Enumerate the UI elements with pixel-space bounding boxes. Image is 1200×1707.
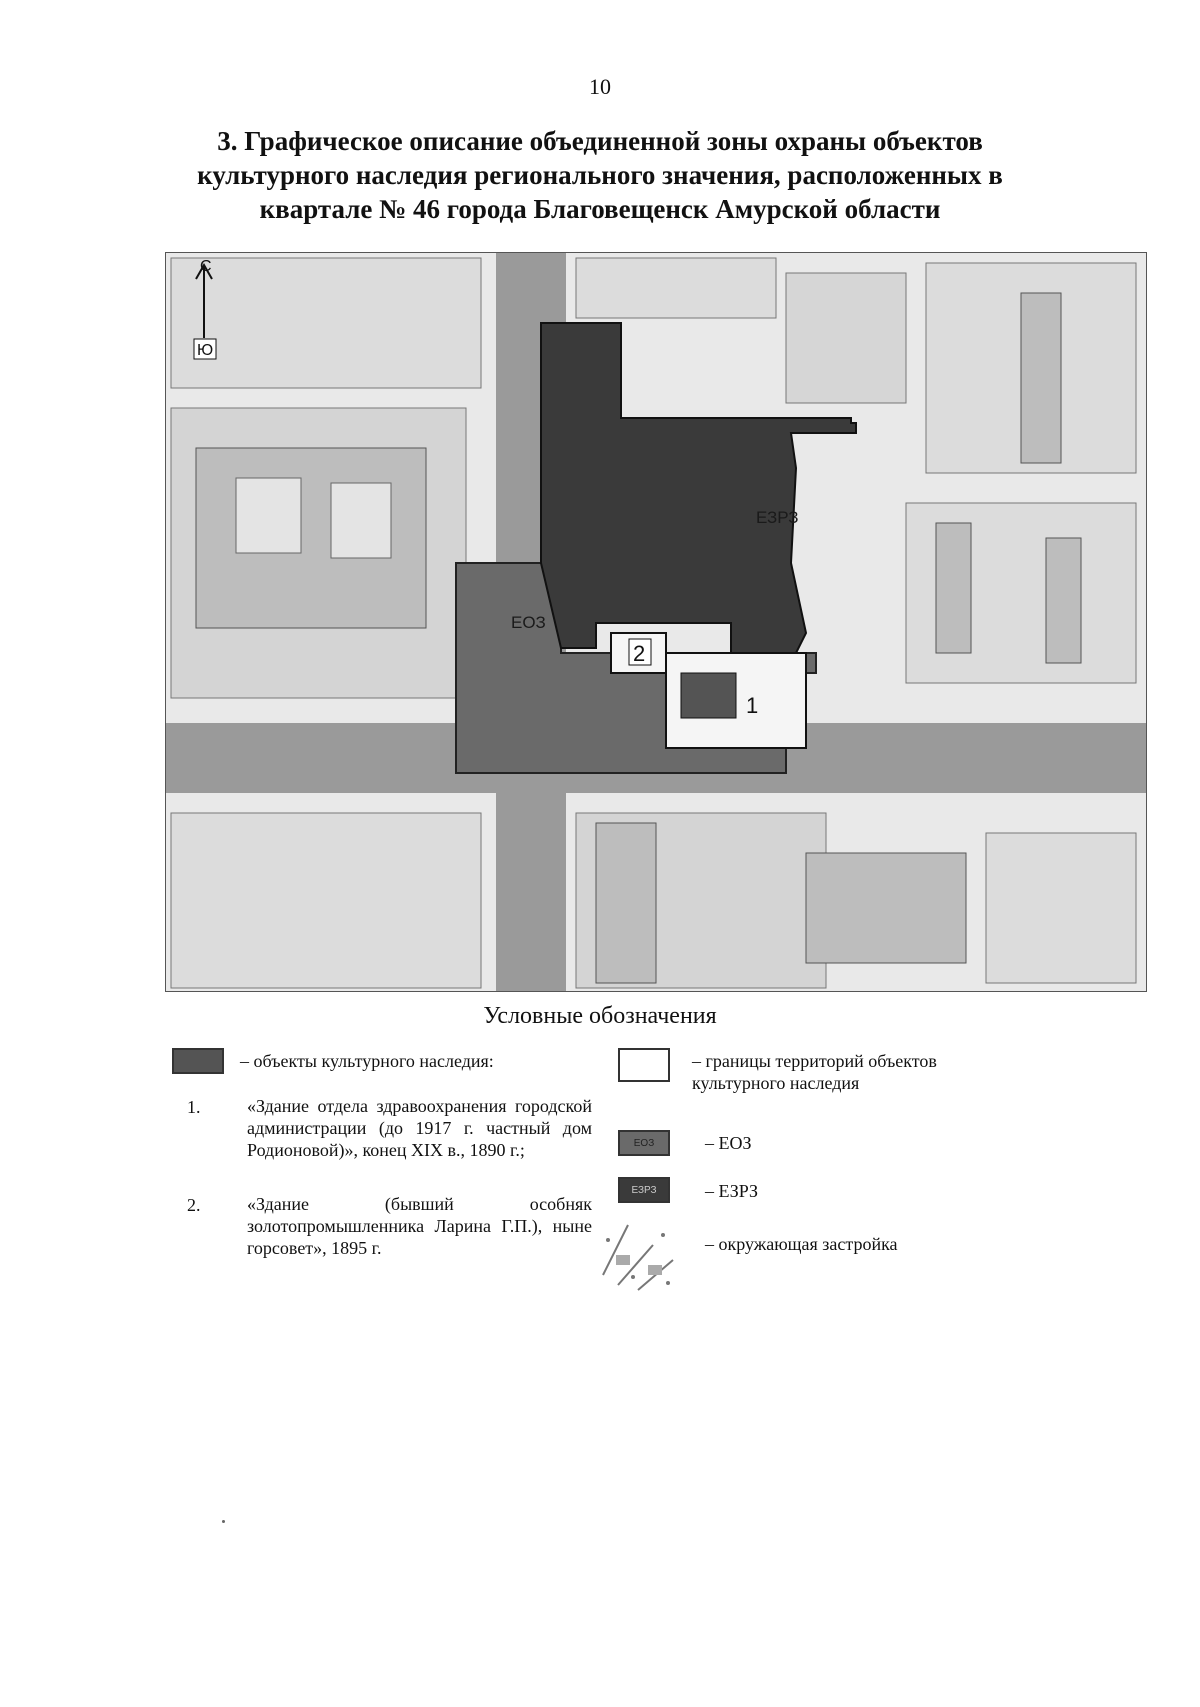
block-south-east <box>986 833 1136 983</box>
legend-item-1-number: 1. <box>187 1097 201 1117</box>
scan-dot <box>222 1520 225 1523</box>
object-2-label: 2 <box>633 641 646 666</box>
legend-heritage-text: – объекты культурного наследия: <box>240 1051 494 1071</box>
map-graphic <box>166 253 1146 991</box>
north-label: С <box>200 258 212 275</box>
park-block <box>171 258 481 388</box>
eoz-map-label: ЕОЗ <box>511 613 546 632</box>
south-label: Ю <box>197 342 214 359</box>
heritage-building-1 <box>681 673 736 718</box>
zone-map <box>165 252 1147 992</box>
legend-item-1-text: «Здание отдела здравоохранения городской администрации (до 1917 г. частный дом Родионовой)», конец XIX в., 1890 г.; <box>247 1096 592 1160</box>
legend-title: Условные обозначения <box>483 1003 717 1029</box>
courtyard-1 <box>236 478 301 553</box>
ezrz-map-label: ЕЗРЗ <box>756 508 799 527</box>
block-south-west <box>171 813 481 988</box>
heritage-swatch <box>172 1048 224 1074</box>
ezrz-swatch: ЕЗРЗ <box>618 1177 670 1203</box>
boundary-swatch <box>618 1048 670 1082</box>
building-east-3 <box>1046 538 1081 663</box>
legend-item-2-number: 2. <box>187 1195 201 1215</box>
building-east-1 <box>1021 293 1061 463</box>
surrounding-swatch <box>598 1215 683 1295</box>
legend-item-2-text: «Здание (бывший особняк золотопромышленника Ларина Г.П.), ныне горсовет», 1895 г. <box>247 1194 592 1258</box>
object-1-label: 1 <box>746 693 759 718</box>
title-line-2: культурного наследия регионального значения, расположенных в <box>197 160 1003 190</box>
title-line-1: 3. Графическое описание объединенной зоны охраны объектов <box>217 126 983 156</box>
legend-surrounding-text: – окружающая застройка <box>705 1234 898 1254</box>
eoz-swatch: ЕОЗ <box>618 1130 670 1156</box>
building-south-1 <box>596 823 656 983</box>
page-number: 10 <box>589 74 611 99</box>
legend-ezrz-text: – ЕЗРЗ <box>705 1181 758 1201</box>
block-north-east <box>786 273 906 403</box>
document-title <box>190 124 1010 226</box>
legend-boundaries-text: – границы территорий объектов культурного наследия <box>692 1051 937 1093</box>
legend-eoz-text: – ЕОЗ <box>705 1133 752 1153</box>
building-east-2 <box>936 523 971 653</box>
title-line-3: квартале № 46 города Благовещенск Амурской области <box>259 194 941 224</box>
building-south-2 <box>806 853 966 963</box>
courtyard-2 <box>331 483 391 558</box>
block-north <box>576 258 776 318</box>
